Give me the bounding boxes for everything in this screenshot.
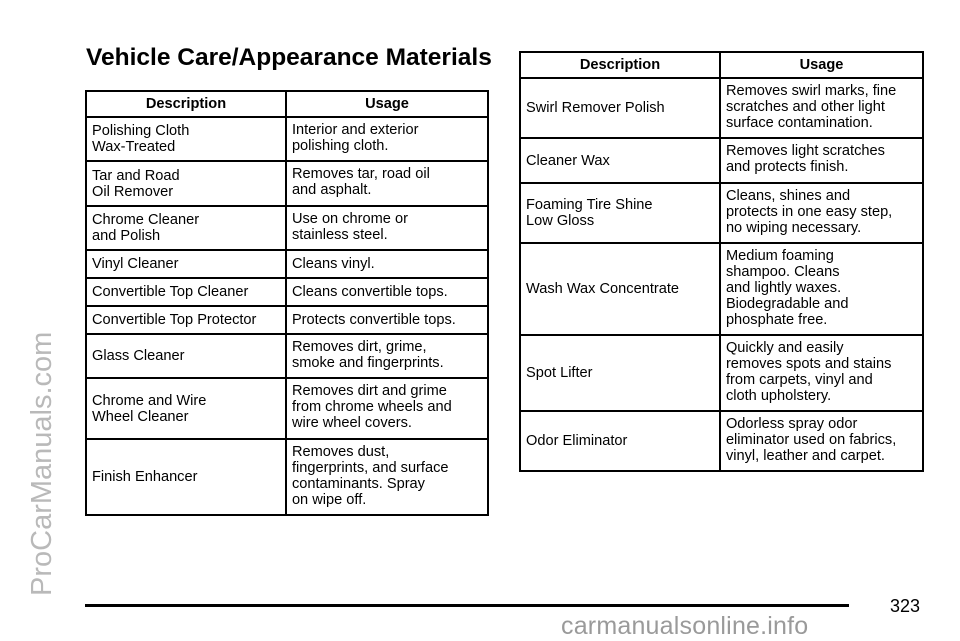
description-cell: Polishing Cloth Wax-Treated [86, 117, 286, 161]
usage-cell: Removes tar, road oil and asphalt. [286, 161, 488, 206]
usage-cell: Interior and exterior polishing cloth. [286, 117, 488, 161]
usage-cell: Cleans convertible tops. [286, 278, 488, 306]
table-row [86, 378, 488, 439]
table-row [520, 78, 923, 138]
table-row [86, 117, 488, 161]
usage-cell: Quickly and easily removes spots and stains from carpets, vinyl and cloth upholstery. [720, 335, 923, 411]
usage-cell: Odorless spray odor eliminator used on fabrics, vinyl, leather and carpet. [720, 411, 923, 471]
description-cell: Finish Enhancer [86, 439, 286, 515]
footer-site-link[interactable]: carmanualsonline.info [561, 612, 809, 640]
materials-table-left [85, 90, 489, 516]
table-row [520, 183, 923, 243]
table-row [520, 138, 923, 183]
usage-cell: Cleans vinyl. [286, 250, 488, 278]
usage-cell: Cleans, shines and protects in one easy step, no wiping necessary. [720, 183, 923, 243]
table-row [86, 278, 488, 306]
description-cell: Cleaner Wax [520, 138, 720, 183]
usage-cell: Use on chrome or stainless steel. [286, 206, 488, 250]
usage-cell: Removes dirt and grime from chrome wheels and wire wheel covers. [286, 378, 488, 439]
table-row [86, 439, 488, 515]
usage-cell: Protects convertible tops. [286, 306, 488, 334]
page-title: Vehicle Care/Appearance Materials [86, 44, 492, 71]
table-row [86, 250, 488, 278]
table-row [86, 161, 488, 206]
table-row [86, 334, 488, 378]
description-cell: Tar and Road Oil Remover [86, 161, 286, 206]
description-cell: Spot Lifter [520, 335, 720, 411]
table-row [86, 306, 488, 334]
description-cell: Vinyl Cleaner [86, 250, 286, 278]
description-cell: Foaming Tire Shine Low Gloss [520, 183, 720, 243]
column-header-usage: Usage [720, 52, 923, 78]
usage-cell: Medium foaming shampoo. Cleans and lightly waxes. Biodegradable and phosphate free. [720, 243, 923, 335]
description-cell: Chrome Cleaner and Polish [86, 206, 286, 250]
description-cell: Convertible Top Cleaner [86, 278, 286, 306]
table-row [86, 206, 488, 250]
column-header-description: Description [520, 52, 720, 78]
column-header-usage: Usage [286, 91, 488, 117]
usage-cell: Removes light scratches and protects finish. [720, 138, 923, 183]
description-cell: Convertible Top Protector [86, 306, 286, 334]
column-header-description: Description [86, 91, 286, 117]
usage-cell: Removes swirl marks, fine scratches and other light surface contamination. [720, 78, 923, 138]
usage-cell: Removes dust, fingerprints, and surface contaminants. Spray on wipe off. [286, 439, 488, 515]
description-cell: Odor Eliminator [520, 411, 720, 471]
materials-table-right [519, 51, 924, 472]
usage-cell: Removes dirt, grime, smoke and fingerprints. [286, 334, 488, 378]
table-header-row [520, 52, 923, 78]
description-cell: Swirl Remover Polish [520, 78, 720, 138]
table-row [520, 411, 923, 471]
description-cell: Chrome and Wire Wheel Cleaner [86, 378, 286, 439]
watermark-text: ProCarManuals.com [26, 331, 58, 596]
footer-rule [85, 604, 849, 607]
table-row [520, 243, 923, 335]
page-number: 323 [890, 596, 921, 616]
description-cell: Glass Cleaner [86, 334, 286, 378]
table-header-row [86, 91, 488, 117]
table-row [520, 335, 923, 411]
description-cell: Wash Wax Concentrate [520, 243, 720, 335]
